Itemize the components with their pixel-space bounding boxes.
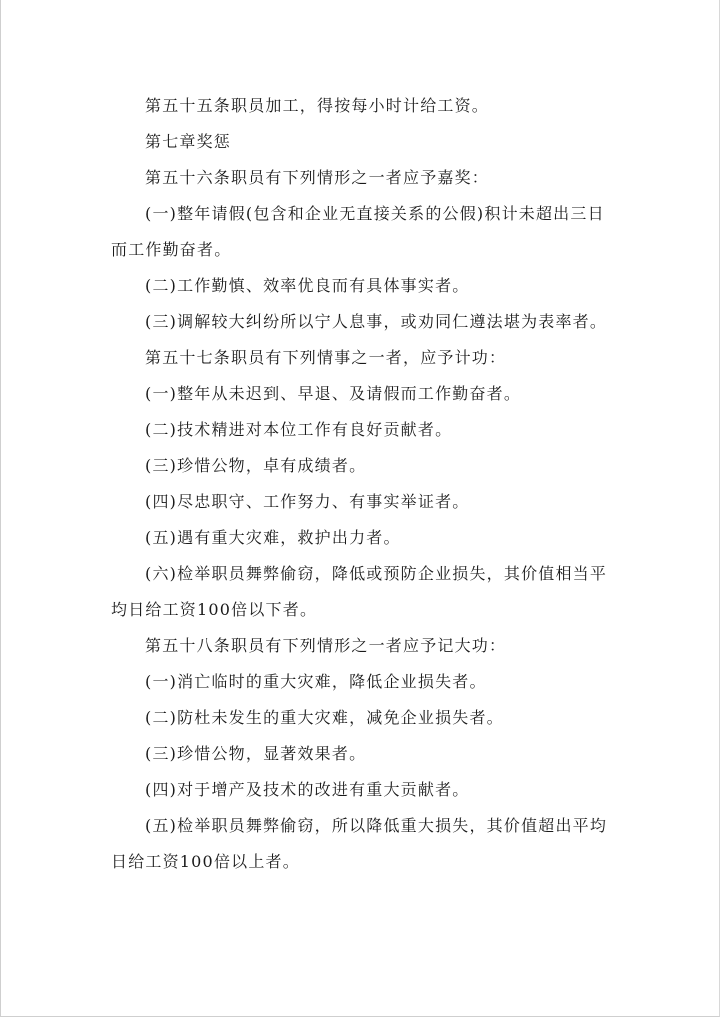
paragraph-art55: 第五十五条职员加工，得按每小时计给工资。 xyxy=(145,96,490,115)
list-item: (五)遇有重大灾难，救护出力者。 xyxy=(145,528,401,547)
chapter-heading: 第七章奖惩 xyxy=(145,132,232,151)
list-item: (一)整年请假(包含和企业无直接关系的公假)积计未超出三日而工作勤奋者。 xyxy=(111,204,605,259)
list-item: (二)防杜未发生的重大灾难，减免企业损失者。 xyxy=(145,708,504,727)
list-item: (四)对于增产及技术的改进有重大贡献者。 xyxy=(145,780,470,799)
document-body xyxy=(111,88,611,880)
list-item: (四)尽忠职守、工作努力、有事实举证者。 xyxy=(145,492,470,511)
paragraph-art58: 第五十八条职员有下列情形之一者应予记大功： xyxy=(145,636,507,655)
paragraph-art56: 第五十六条职员有下列情形之一者应予嘉奖： xyxy=(145,168,490,187)
paragraph-art57: 第五十七条职员有下列情事之一者，应予计功： xyxy=(145,348,507,367)
list-item: (三)珍惜公物，卓有成绩者。 xyxy=(145,456,367,475)
list-item: (一)消亡临时的重大灾难，降低企业损失者。 xyxy=(145,672,487,691)
list-item: (一)整年从未迟到、早退、及请假而工作勤奋者。 xyxy=(145,384,522,403)
list-item: (三)珍惜公物，显著效果者。 xyxy=(145,744,367,763)
list-item: (二)技术精进对本位工作有良好贡献者。 xyxy=(145,420,453,439)
list-item: (六)检举职员舞弊偷窃，降低或预防企业损失，其价值相当平均日给工资100倍以下者。 xyxy=(111,564,608,619)
list-item: (五)检举职员舞弊偷窃，所以降低重大损失，其价值超出平均日给工资100倍以上者。 xyxy=(111,816,608,871)
list-item: (二)工作勤慎、效率优良而有具体事实者。 xyxy=(145,276,470,295)
list-item: (三)调解较大纠纷所以宁人息事，或劝同仁遵法堪为表率者。 xyxy=(145,312,608,331)
